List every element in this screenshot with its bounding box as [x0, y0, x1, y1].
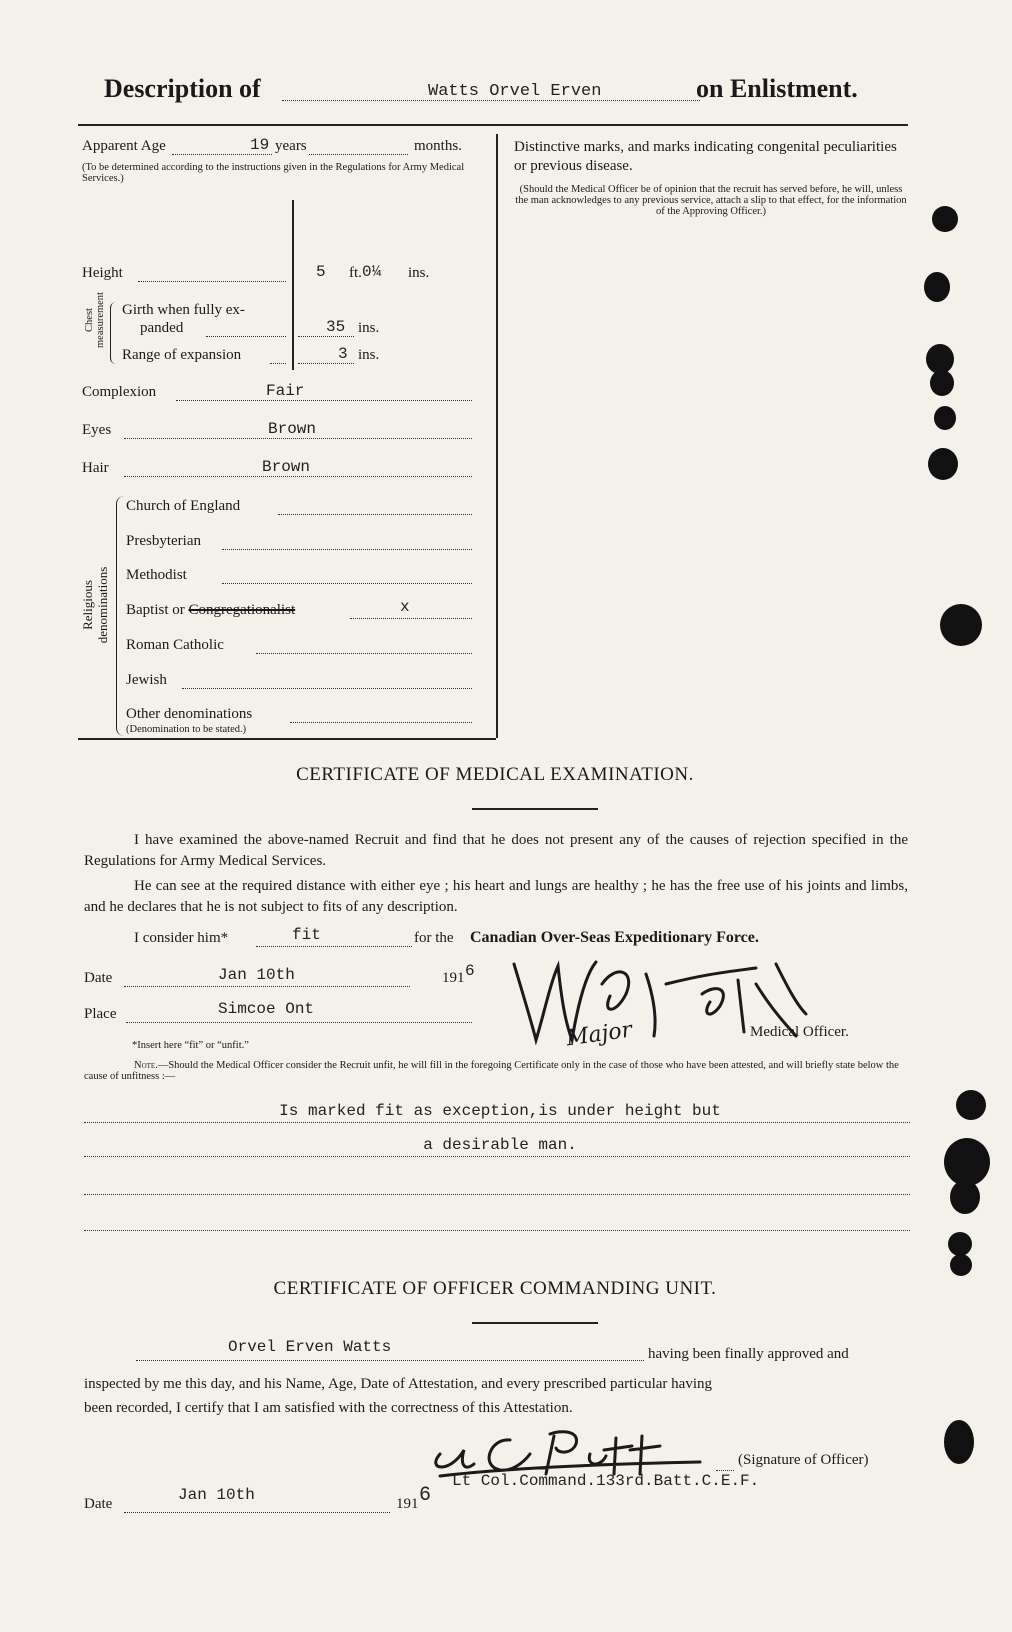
eyes-line — [124, 438, 472, 439]
remark-line-2 — [84, 1156, 910, 1157]
medical-year-prefix: 191 — [442, 970, 465, 986]
punch-hole-blot — [940, 604, 982, 646]
distinctive-marks-heading: Distinctive marks, and marks indicating congenital peculiarities or previous disease. — [514, 139, 897, 174]
header-rule — [78, 124, 908, 126]
punch-hole-blot — [930, 370, 954, 396]
girth-line-left — [206, 336, 286, 337]
height-label: Height — [82, 265, 123, 281]
religion-struck-congregationalist: Congregationalist — [188, 602, 296, 618]
medical-note — [84, 1060, 910, 1082]
medical-date-value: Jan 10th — [218, 966, 295, 984]
range-line-right — [298, 363, 354, 364]
punch-hole-blot — [944, 1420, 974, 1464]
punch-hole-blot — [950, 1254, 972, 1276]
form-header-prefix: Description of — [104, 74, 261, 103]
punch-hole-blot — [928, 448, 958, 480]
eyes-value: Brown — [268, 420, 317, 438]
medical-place-label: Place — [84, 1006, 117, 1022]
column-divider-main — [496, 134, 498, 738]
religion-item-jewish: Jewish — [126, 672, 167, 688]
medical-remark-line-1: Is marked fit as exception,is under height but — [279, 1102, 721, 1120]
expeditionary-force: Canadian Over-Seas Expeditionary Force. — [470, 929, 759, 946]
punch-hole-blot — [956, 1090, 986, 1120]
commanding-name-line — [136, 1360, 644, 1361]
religion-brace — [116, 496, 125, 736]
medical-date-line — [124, 986, 410, 987]
consider-suffix: for the — [414, 930, 454, 946]
religion-line-0 — [278, 514, 472, 515]
religion-item-other: Other denominations — [126, 706, 253, 722]
recruit-name: Watts Orvel Erven — [428, 82, 602, 101]
eyes-label: Eyes — [82, 422, 112, 438]
religion-item-presbyterian: Presbyterian — [126, 533, 201, 549]
commanding-officer-title: Lt Col.Command.133rd.Batt.C.E.F. — [452, 1472, 760, 1490]
height-line — [138, 281, 286, 282]
range-unit: ins. — [358, 347, 380, 363]
commanding-text-1: having been finally approved and — [648, 1346, 849, 1362]
range-line-left — [270, 363, 286, 364]
months-label: months. — [414, 138, 462, 154]
remark-line-4 — [84, 1230, 910, 1231]
commanding-year-digit: 6 — [419, 1484, 432, 1507]
complexion-line — [176, 400, 472, 401]
hair-value: Brown — [262, 458, 311, 476]
punch-hole-blot — [948, 1232, 972, 1256]
chest-measurement-label: Chest measurement — [84, 292, 106, 348]
religion-line-1 — [222, 549, 472, 550]
religion-line-4 — [256, 653, 472, 654]
range-value: 3 — [338, 345, 348, 363]
medical-place-value: Simcoe Ont — [218, 1000, 315, 1018]
chest-brace — [110, 302, 117, 364]
religion-item-baptist — [126, 602, 295, 619]
complexion-value: Fair — [266, 382, 305, 400]
religion-baptist-mark: x — [400, 598, 410, 616]
religion-label: Religious denominations — [80, 566, 110, 644]
remark-line-1 — [84, 1122, 910, 1123]
commanding-date-line — [124, 1512, 390, 1513]
religion-item-roman-catholic: Roman Catholic — [126, 637, 224, 653]
complexion-label: Complexion — [82, 384, 157, 400]
consider-line — [256, 946, 412, 947]
commanding-recruit-name: Orvel Erven Watts — [228, 1338, 392, 1356]
medical-para-1: I have examined the above-named Recruit and find that he does not present any of the causes of rejection specified in the Regulations for Army Medical Services. — [84, 832, 908, 869]
girth-unit: ins. — [358, 320, 380, 336]
height-in-value: 0¼ — [362, 263, 382, 281]
commanding-text-3: been recorded, I certify that I am satisfied with the correctness of this Attestation. — [84, 1400, 573, 1416]
age-label: Apparent Age — [82, 138, 166, 154]
religion-line-6 — [290, 722, 472, 723]
religion-line-3 — [350, 618, 472, 619]
height-ins-label: ins. — [408, 265, 430, 281]
height-ft-value: 5 — [316, 263, 326, 281]
range-label: Range of expansion — [122, 347, 242, 363]
medical-remark-line-2: a desirable man. — [423, 1136, 577, 1154]
medical-officer-rank: Major — [564, 1017, 634, 1052]
medical-year-digit: 6 — [465, 962, 475, 980]
commanding-date-label: Date — [84, 1496, 113, 1512]
punch-hole-blot — [924, 272, 950, 302]
girth-label-2: panded — [140, 320, 184, 336]
remark-line-3 — [84, 1194, 910, 1195]
religion-other-note: (Denomination to be stated.) — [126, 724, 247, 735]
form-header-suffix: on Enlistment. — [696, 74, 858, 103]
ft-label: ft. — [349, 265, 362, 281]
medical-note-label: Note. — [134, 1060, 158, 1071]
medical-para-2: He can see at the required distance with either eye ; his heart and lungs are healthy ; he has the free use of his joints and limbs, and he declares that he is not subject to fits of any description. — [84, 878, 908, 915]
signature-of-officer-label: (Signature of Officer) — [738, 1452, 869, 1468]
girth-value: 35 — [326, 318, 346, 336]
distinctive-marks-note: (Should the Medical Officer be of opinion that the recruit has served before, he will, unless the man acknowledges to any previous service, attach a slip to that effect, for the information of the Approving Officer.) — [515, 184, 907, 217]
age-years-value: 19 — [250, 136, 270, 154]
medical-certificate-title: CERTIFICATE OF MEDICAL EXAMINATION. — [296, 764, 694, 785]
religion-baptist-label: Baptist or — [126, 602, 185, 618]
consider-prefix: I consider him* — [134, 930, 229, 946]
column-divider-values — [292, 200, 294, 370]
age-note: (To be determined according to the instructions given in the Regulations for Army Medical Services.) — [82, 162, 465, 184]
girth-label-1: Girth when fully ex- — [122, 302, 245, 318]
insert-note: *Insert here “fit” or “unfit.” — [132, 1040, 249, 1051]
years-label: years — [275, 138, 307, 154]
religion-item-methodist: Methodist — [126, 567, 187, 583]
commanding-text-2: inspected by me this day, and his Name, Age, Date of Attestation, and every prescribed particular having — [84, 1376, 713, 1392]
religion-line-5 — [182, 688, 472, 689]
medical-date-label: Date — [84, 970, 113, 986]
hair-line — [124, 476, 472, 477]
commanding-year-prefix: 191 — [396, 1496, 419, 1512]
commanding-certificate-title: CERTIFICATE OF OFFICER COMMANDING UNIT. — [273, 1278, 717, 1299]
signature-line — [716, 1470, 734, 1471]
medical-officer-signature — [506, 944, 836, 1064]
punch-hole-blot — [950, 1180, 980, 1214]
girth-line-right — [298, 336, 354, 337]
medical-place-line — [126, 1022, 472, 1023]
medical-officer-label: Medical Officer. — [750, 1024, 849, 1040]
punch-hole-blot — [934, 406, 956, 430]
punch-hole-blot — [944, 1138, 990, 1186]
commanding-title-rule — [472, 1322, 598, 1324]
fitness-value: fit — [292, 926, 321, 944]
religion-bottom-rule — [78, 738, 496, 740]
medical-note-text: —Should the Medical Officer consider the Recruit unfit, he will fill in the foregoing Certificate only in the case of those who have been attested, and will briefly state below the cause of unfitness :— — [84, 1060, 899, 1082]
punch-hole-blot — [932, 206, 958, 232]
medical-title-rule — [472, 808, 598, 810]
hair-label: Hair — [82, 460, 109, 476]
commanding-date-value: Jan 10th — [178, 1486, 255, 1504]
religion-line-2 — [222, 583, 472, 584]
religion-item-church-of-england: Church of England — [126, 498, 241, 514]
